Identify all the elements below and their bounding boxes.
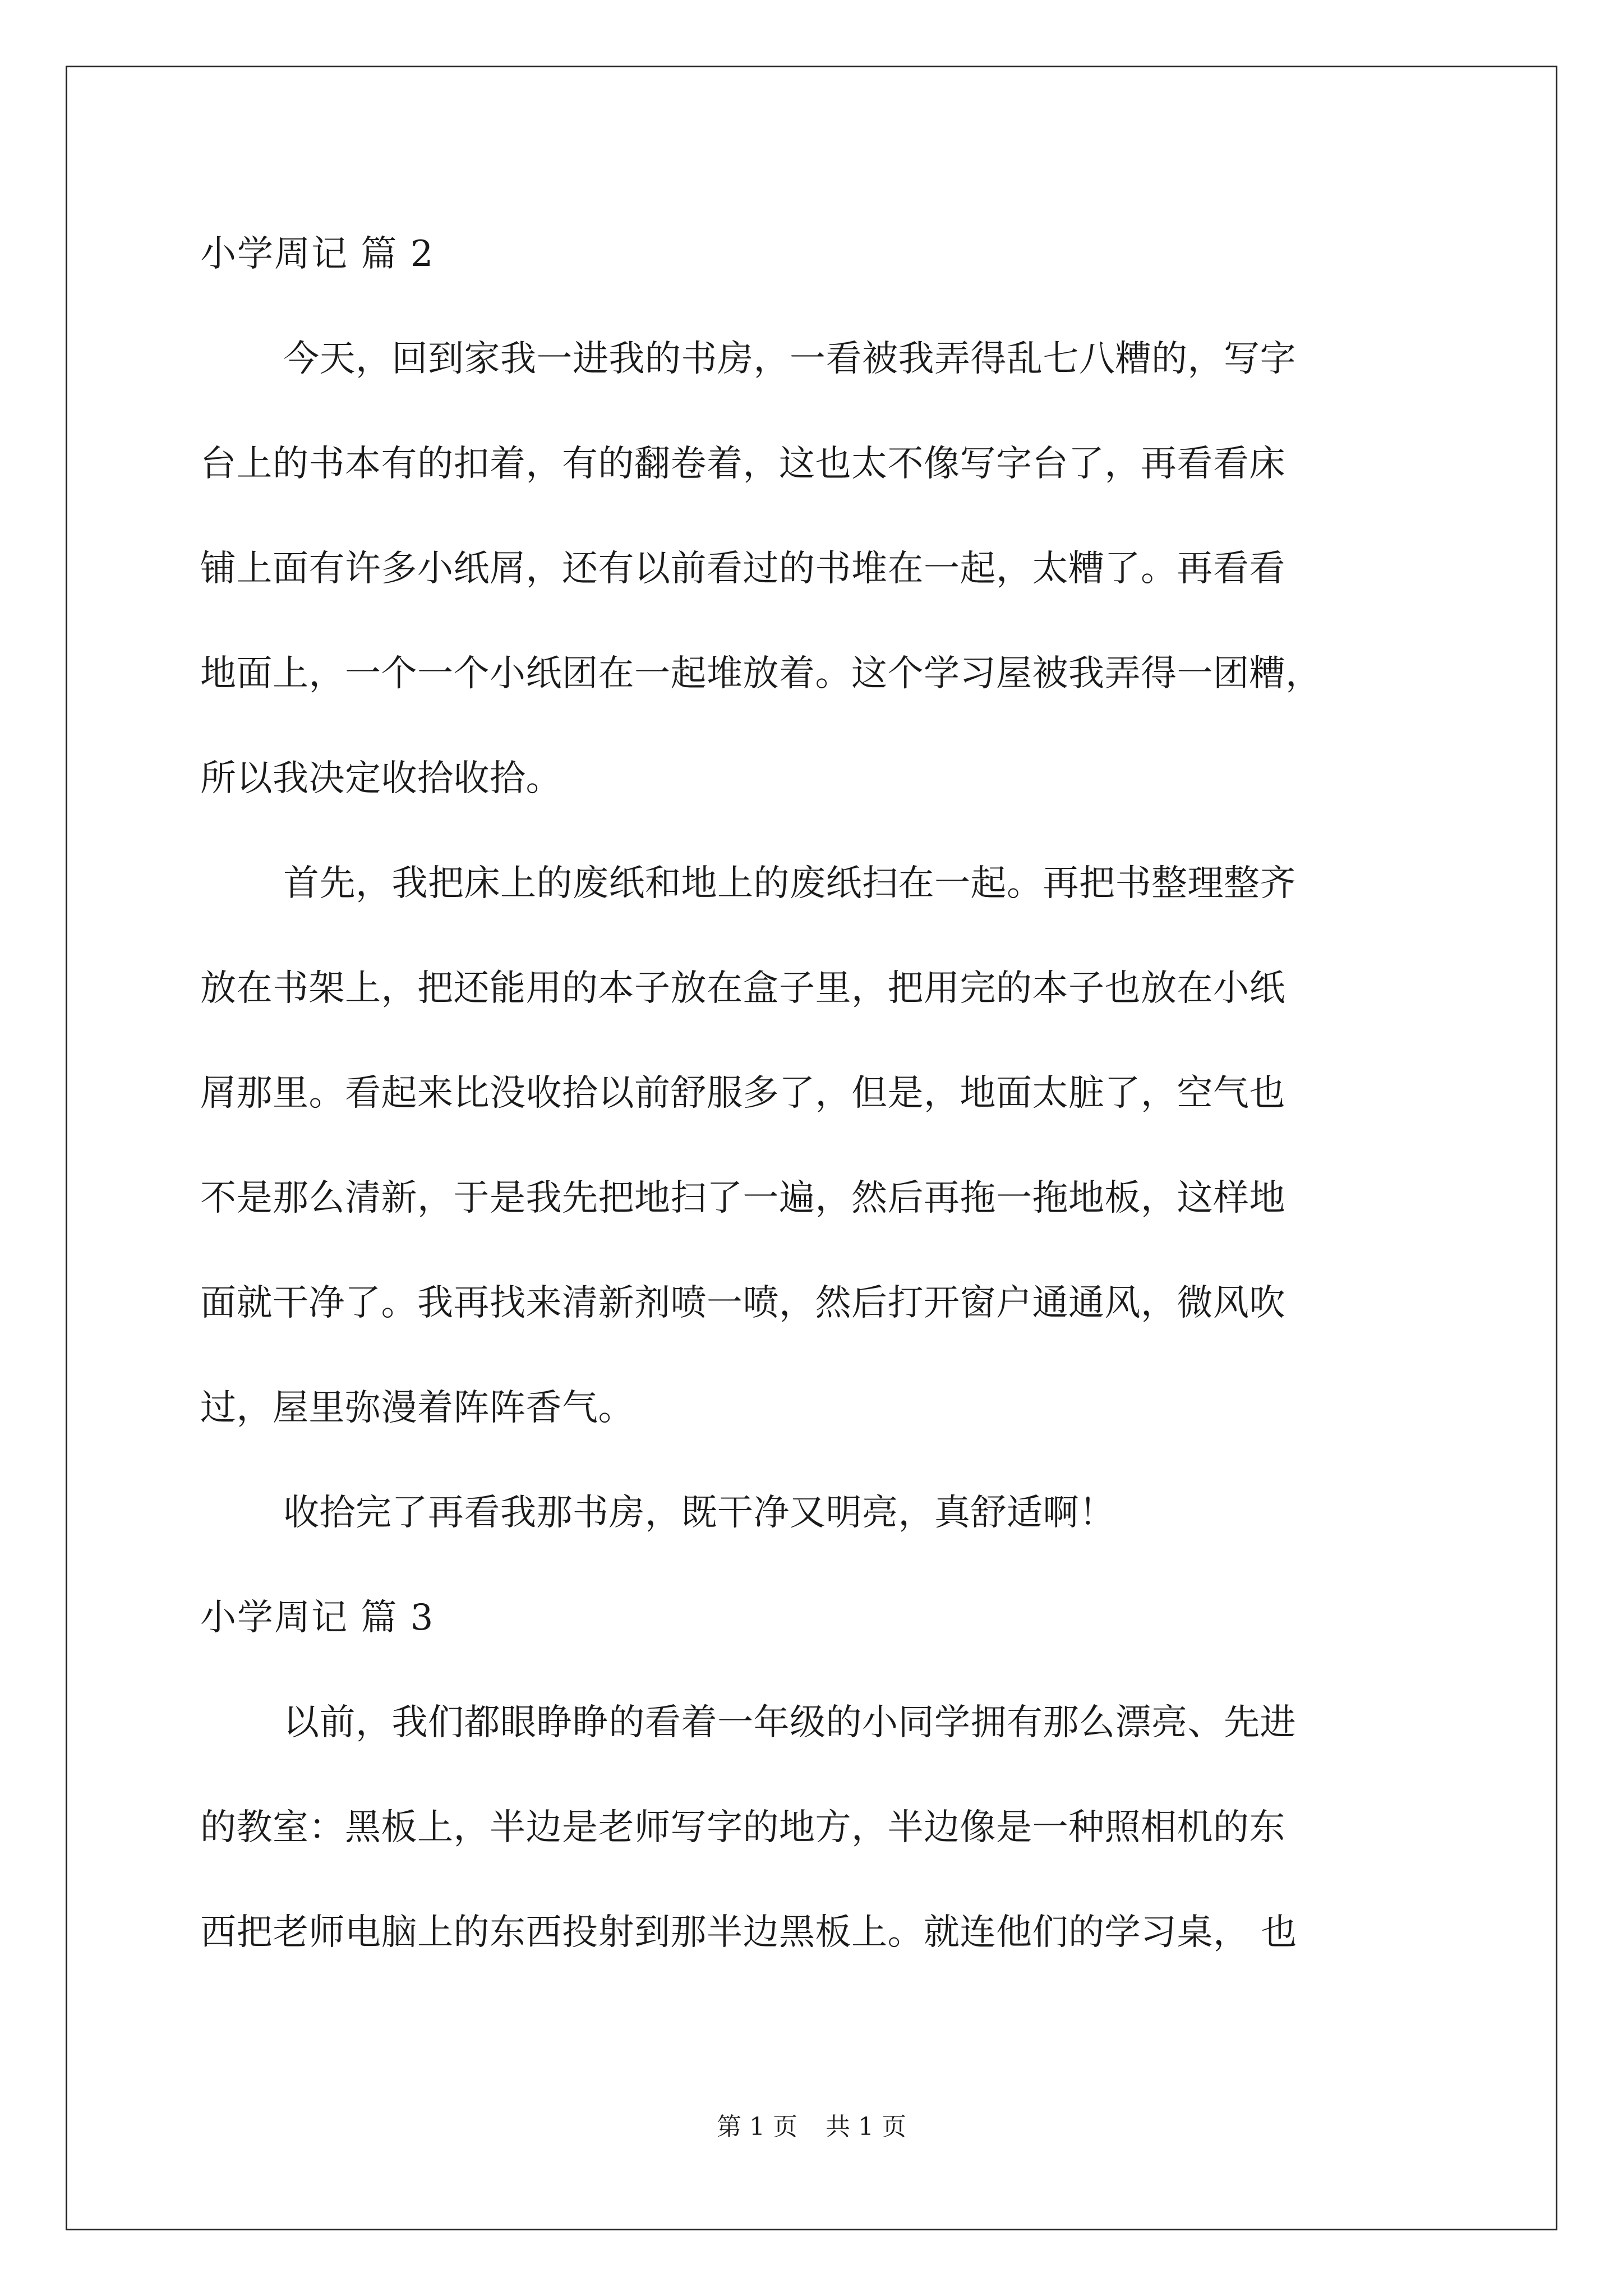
paragraph-line: 过，屋里弥漫着阵阵香气。 [200,1387,634,1429]
document-body [200,202,1437,1985]
page-footer [0,2106,1623,2142]
section-heading-1: 小学周记 篇 2 [200,233,435,275]
page-number-total: 共 1 页 [826,2113,906,2141]
paragraph-line: 的教室：黑板上，半边是老师写字的地方，半边像是一种照相机的东 [200,1807,1285,1848]
paragraph-line: 不是那么清新，于是我先把地扫了一遍，然后再拖一拖地板，这样地 [200,1177,1285,1219]
paragraph-line: 以前，我们都眼睁睁的看着一年级的小同学拥有那么漂亮、先进 [283,1702,1296,1743]
paragraph-line: 西把老师电脑上的东西投射到那半边黑板上。就连他们的学习桌， 也 [200,1912,1297,1953]
paragraph-line: 地面上，一个一个小纸团在一起堆放着。这个学习屋被我弄得一团糟， [200,653,1322,694]
paragraph-line: 今天，回到家我一进我的书房，一看被我弄得乱七八糟的，写字 [283,338,1296,380]
paragraph-line: 首先，我把床上的废纸和地上的废纸扫在一起。再把书整理整齐 [283,863,1296,904]
paragraph-line: 收拾完了再看我那书房，既干净又明亮，真舒适啊！ [283,1492,1115,1534]
paragraph-line: 放在书架上，把还能用的本子放在盒子里，把用完的本子也放在小纸 [200,968,1285,1009]
section-heading-2: 小学周记 篇 3 [200,1597,435,1639]
paragraph-line: 铺上面有许多小纸屑，还有以前看过的书堆在一起，太糟了。再看看 [200,548,1285,590]
paragraph-line: 面就干净了。我再找来清新剂喷一喷，然后打开窗户通通风，微风吹 [200,1282,1285,1324]
paragraph-line: 所以我决定收拾收拾。 [200,758,562,799]
paragraph-line: 台上的书本有的扣着，有的翻卷着，这也太不像写字台了，再看看床 [200,443,1285,485]
page-number-current: 第 1 页 [717,2113,797,2141]
paragraph-line: 屑那里。看起来比没收拾以前舒服多了，但是，地面太脏了，空气也 [200,1073,1285,1114]
